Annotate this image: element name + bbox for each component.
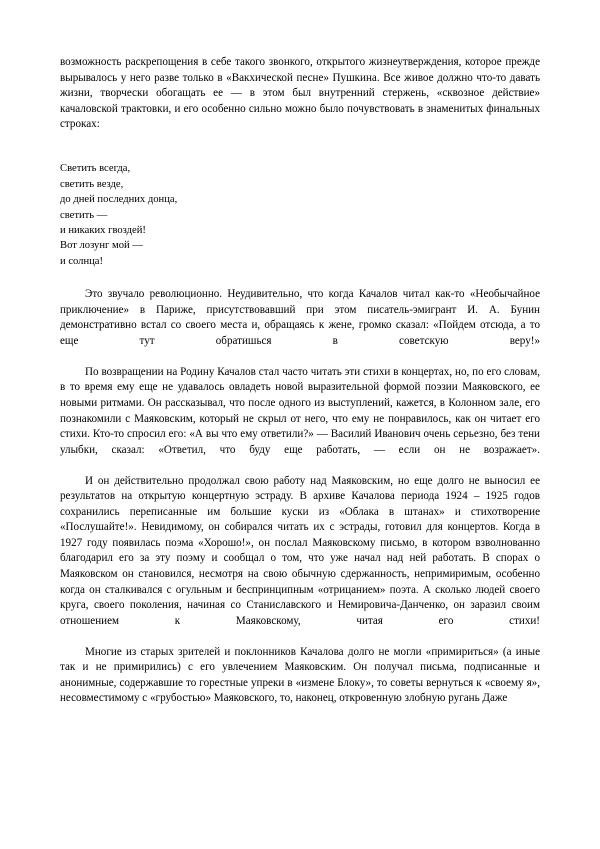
paragraph-2: Это звучало революционно. Неудивительно, что когда Качалов читал как-то «Необычайное приключение» в Париже, присутствовавший при этом писатель-эмигрант И. А. Бунин демонстративно встал со своего места и, обращаясь к жене, громко сказал: «Пойдем отсюда, а то еще тут обратишься в советскую веру!» bbox=[60, 288, 540, 347]
spacer-after-poem bbox=[60, 269, 540, 287]
poem-line: до дней последних донца, bbox=[60, 194, 178, 206]
poem-line: светить везде, bbox=[60, 178, 124, 190]
poem-line: Светить всегда, bbox=[60, 163, 131, 175]
paragraph-4: И он действительно продолжал свою работу над Маяковским, но еще долго не выносил ее результатов на открытую концертную эстраду. В архиве Качалова периода 1924 – 1925 годов сохранились переписанные им большие куски из «Облака в штанах» и стихотворение «Послушайте!». Невидимому, он собирался читать их с эстрады, готовил для концертов. Когда в 1927 году появилась поэма «Хорошо!», он послал Маяковскому письмо, в котором взволнованно благодарил его за эту поэму и сообщал о том, что уже начал над ней работать. В спорах о Маяковском он становился, несмотря на свою обычную сдержанность, непримиримым, особенно когда он сталкивался с огульным и беспринципным «отрицанием» поэта. А сколько людей своего круга, своего поколения, начиная со Станиславского и Немировича-Данченко, он заразил своим отношением к Маяковскому, читая его стихи! bbox=[60, 474, 540, 627]
paragraph-5: Многие из старых зрителей и поклонников Качалова долго не могли «примириться» (а иные так и не примирились) с его увлечением Маяковским. Он получал письма, подписанные и анонимные, содержавшие то горестные упреки в «измене Блоку», то советы вернуться к «своему я», несовместимому с «грубостью» Маяковского, то, наконец, откровенную злобную ругань Даже bbox=[60, 645, 540, 705]
text-column bbox=[60, 55, 540, 707]
paragraph-3: По возвращении на Родину Качалов стал часто читать эти стихи в концертах, но, по его словам, в то время ему еще не удавалось овладеть новой выразительной формой поэзии Маяковского, ее новыми ритмами. Он рассказывал, что после одного из выступлений, кажется, в Колонном зале, его познакомили с Маяковским, который не скрыл от него, что ему не понравилось, как он читает его стихи. Кто-то спросил его: «А вы что ему ответили?» — Василий Иванович очень серьезно, без тени улыбки, сказал: «Ответил, что буду еще работать, — если он не возражает». bbox=[60, 365, 540, 456]
poem-block bbox=[60, 161, 540, 269]
poem-line: и никаких гвоздей! bbox=[60, 224, 146, 236]
paragraph-1: возможность раскрепощения в себе такого звонкого, открытого жизнеутверждения, которое прежде вырывалось у него разве только в «Вакхической песне» Пушкина. Все живое должно что-то давать жизни, творчески обогащать ее — в этом был внутренний стержень, «сквозное действие» качаловской трактовки, и его особенно сильно можно было почувствовать в знаменитых финальных строках: bbox=[60, 56, 540, 131]
spacer-before-poem bbox=[60, 148, 540, 161]
poem-line: Вот лозунг мой — bbox=[60, 240, 143, 252]
poem-line: светить — bbox=[60, 209, 108, 221]
poem-line: и солнца! bbox=[60, 255, 104, 267]
